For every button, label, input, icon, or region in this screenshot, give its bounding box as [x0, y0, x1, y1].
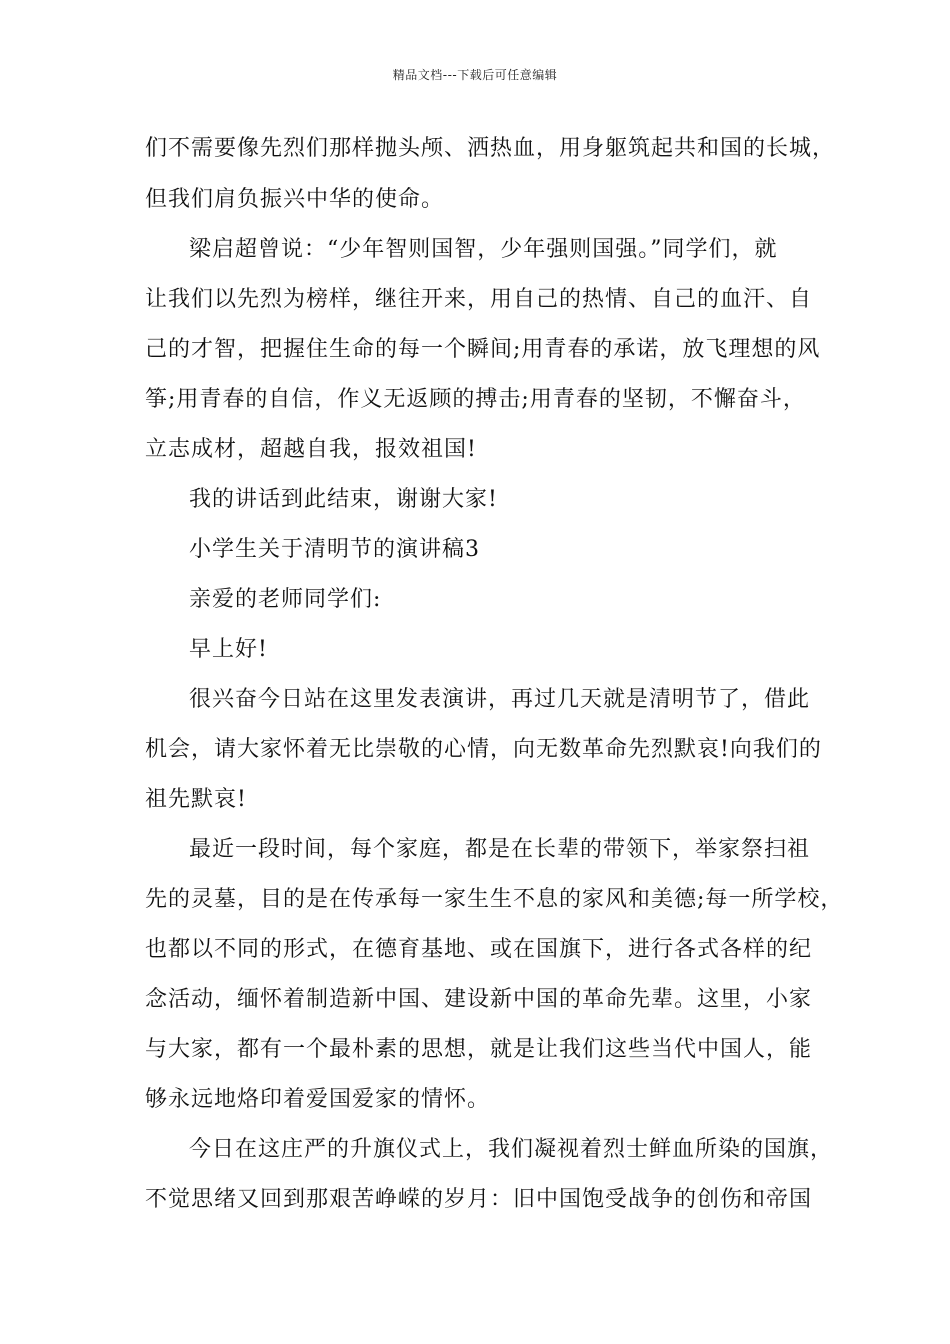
text-line: 立志成材，超越自我，报效祖国! [145, 437, 477, 462]
text-line: 但我们肩负振兴中华的使命。 [145, 187, 445, 212]
paragraph-start: 梁启超曾说：“少年智则国智，少年强则国强。”同学们，就 [189, 237, 778, 262]
paragraph-start: 今日在这庄严的升旗仪式上，我们凝视着烈士鲜血所染的国旗， [189, 1137, 834, 1162]
text-line: 也都以不同的形式，在德育基地、或在国旗下，进行各式各样的纪 [145, 937, 813, 962]
text-line: 筝;用青春的自信，作义无返顾的搏击;用青春的坚韧，不懈奋斗， [145, 387, 806, 412]
text-line: 们不需要像先烈们那样抛头颅、洒热血，用身躯筑起共和国的长城， [145, 136, 836, 161]
text-line: 与大家，都有一个最朴素的思想，就是让我们这些当代中国人，能 [145, 1037, 813, 1062]
page-header: 精品文档---下载后可任意编辑 [392, 68, 558, 82]
section-title: 小学生关于清明节的演讲稿3 [189, 537, 480, 562]
text-line: 祖先默哀! [145, 787, 247, 812]
greeting: 早上好! [189, 637, 268, 662]
text-line: 先的灵墓，目的是在传承每一家生生不息的家风和美德;每一所学校， [145, 887, 844, 912]
salutation: 亲爱的老师同学们: [189, 587, 382, 612]
paragraph-start: 很兴奋今日站在这里发表演讲，再过几天就是清明节了，借此 [189, 687, 811, 712]
text-line: 念活动，缅怀着制造新中国、建设新中国的革命先辈。这里，小家 [145, 987, 813, 1012]
text-line: 己的才智，把握住生命的每一个瞬间;用青春的承诺，放飞理想的风 [145, 337, 821, 362]
paragraph-start: 我的讲话到此结束，谢谢大家! [189, 487, 498, 512]
text-line: 不觉思绪又回到那艰苦峥嵘的岁月：旧中国饱受战争的创伤和帝国 [145, 1187, 813, 1212]
text-line: 够永远地烙印着爱国爱家的情怀。 [145, 1087, 491, 1112]
paragraph-start: 最近一段时间，每个家庭，都是在长辈的带领下，举家祭扫祖 [189, 837, 811, 862]
text-line: 让我们以先烈为榜样，继往开来，用自己的热情、自己的血汗、自 [145, 287, 813, 312]
text-line: 机会，请大家怀着无比崇敬的心情，向无数革命先烈默哀!向我们的 [145, 737, 822, 762]
